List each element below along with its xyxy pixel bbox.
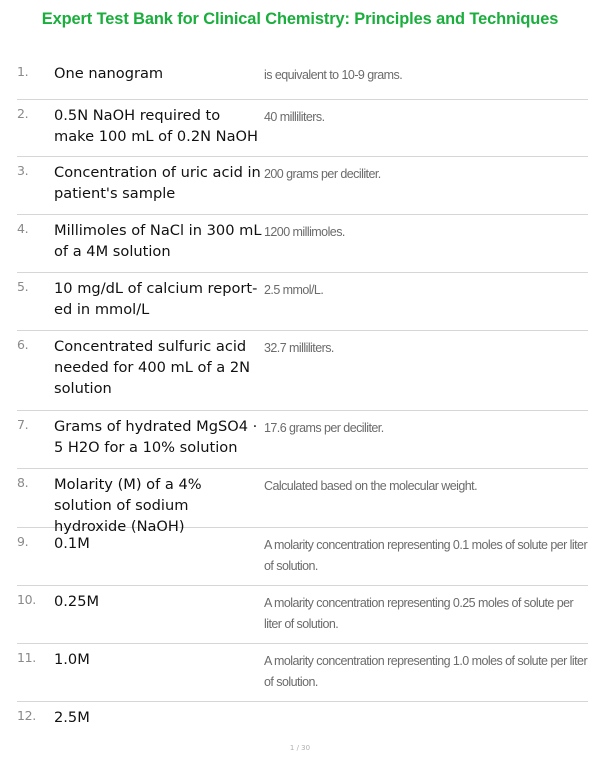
term: One nanogram xyxy=(54,65,164,82)
row-number: 7. xyxy=(17,417,29,432)
term: Concentrated sulfuric acid needed for 400 mL of a 2N solution xyxy=(54,338,251,397)
term: 0.5N NaOH required to make 100 mL of 0.2N NaOH xyxy=(54,107,258,145)
page-number: 1 / 30 xyxy=(289,744,311,752)
definition: A molarity concentration representing 0.25 moles of solute per liter of solution. xyxy=(264,596,574,631)
row-number: 10. xyxy=(17,592,36,607)
definition: A molarity concentration representing 0.1 moles of solute per liter of solution. xyxy=(264,538,588,573)
row-number: 4. xyxy=(17,221,29,236)
table-row xyxy=(17,528,588,586)
row-number: 12. xyxy=(17,708,36,723)
row-number: 8. xyxy=(17,475,29,490)
row-number: 1. xyxy=(17,64,29,79)
term: 0.25M xyxy=(54,593,100,610)
term: 1.0M xyxy=(54,651,90,668)
page-title: Expert Test Bank for Clinical Chemistry: Principles and Techniques xyxy=(41,10,559,28)
row-number: 9. xyxy=(17,534,29,549)
row-number: 5. xyxy=(17,279,29,294)
definition: A molarity concentration representing 1.0 moles of solute per liter of solution. xyxy=(264,654,588,689)
table-row xyxy=(17,702,588,742)
row-number: 11. xyxy=(17,650,36,665)
table-row xyxy=(17,157,588,215)
term: 0.1M xyxy=(54,535,90,552)
term: Grams of hydrated MgSO4 · 5 H2O for a 10% solution xyxy=(54,418,258,456)
definition: 2.5 mmol/L. xyxy=(264,283,324,297)
term: Concentration of uric acid in patient's sample xyxy=(54,164,261,202)
definition: 200 grams per deciliter. xyxy=(264,167,381,181)
flashcard-table xyxy=(17,58,588,742)
table-row xyxy=(17,411,588,469)
term: Millimoles of NaCl in 300 mL of a 4M solution xyxy=(54,222,262,260)
table-row xyxy=(17,644,588,702)
row-number: 3. xyxy=(17,163,29,178)
definition: is equivalent to 10-9 grams. xyxy=(264,68,403,82)
definition: 17.6 grams per deciliter. xyxy=(264,421,384,435)
term: 2.5M xyxy=(54,709,90,726)
table-row xyxy=(17,586,588,644)
definition xyxy=(264,702,588,742)
table-row xyxy=(17,215,588,273)
row-number: 2. xyxy=(17,106,29,121)
table-row xyxy=(17,273,588,331)
table-row xyxy=(17,58,588,100)
definition: 1200 millimoles. xyxy=(264,225,345,239)
term: Molarity (M) of a 4% solution of sodium hydroxide (NaOH) xyxy=(54,476,202,535)
table-row xyxy=(17,331,588,411)
definition: Calculated based on the molecular weight. xyxy=(264,479,478,493)
term: 10 mg/dL of calcium report-ed in mmol/L xyxy=(54,280,258,318)
row-number: 6. xyxy=(17,337,29,352)
table-row xyxy=(17,100,588,157)
definition: 40 milliliters. xyxy=(264,110,325,124)
table-row xyxy=(17,469,588,535)
definition: 32.7 milliliters. xyxy=(264,341,334,355)
